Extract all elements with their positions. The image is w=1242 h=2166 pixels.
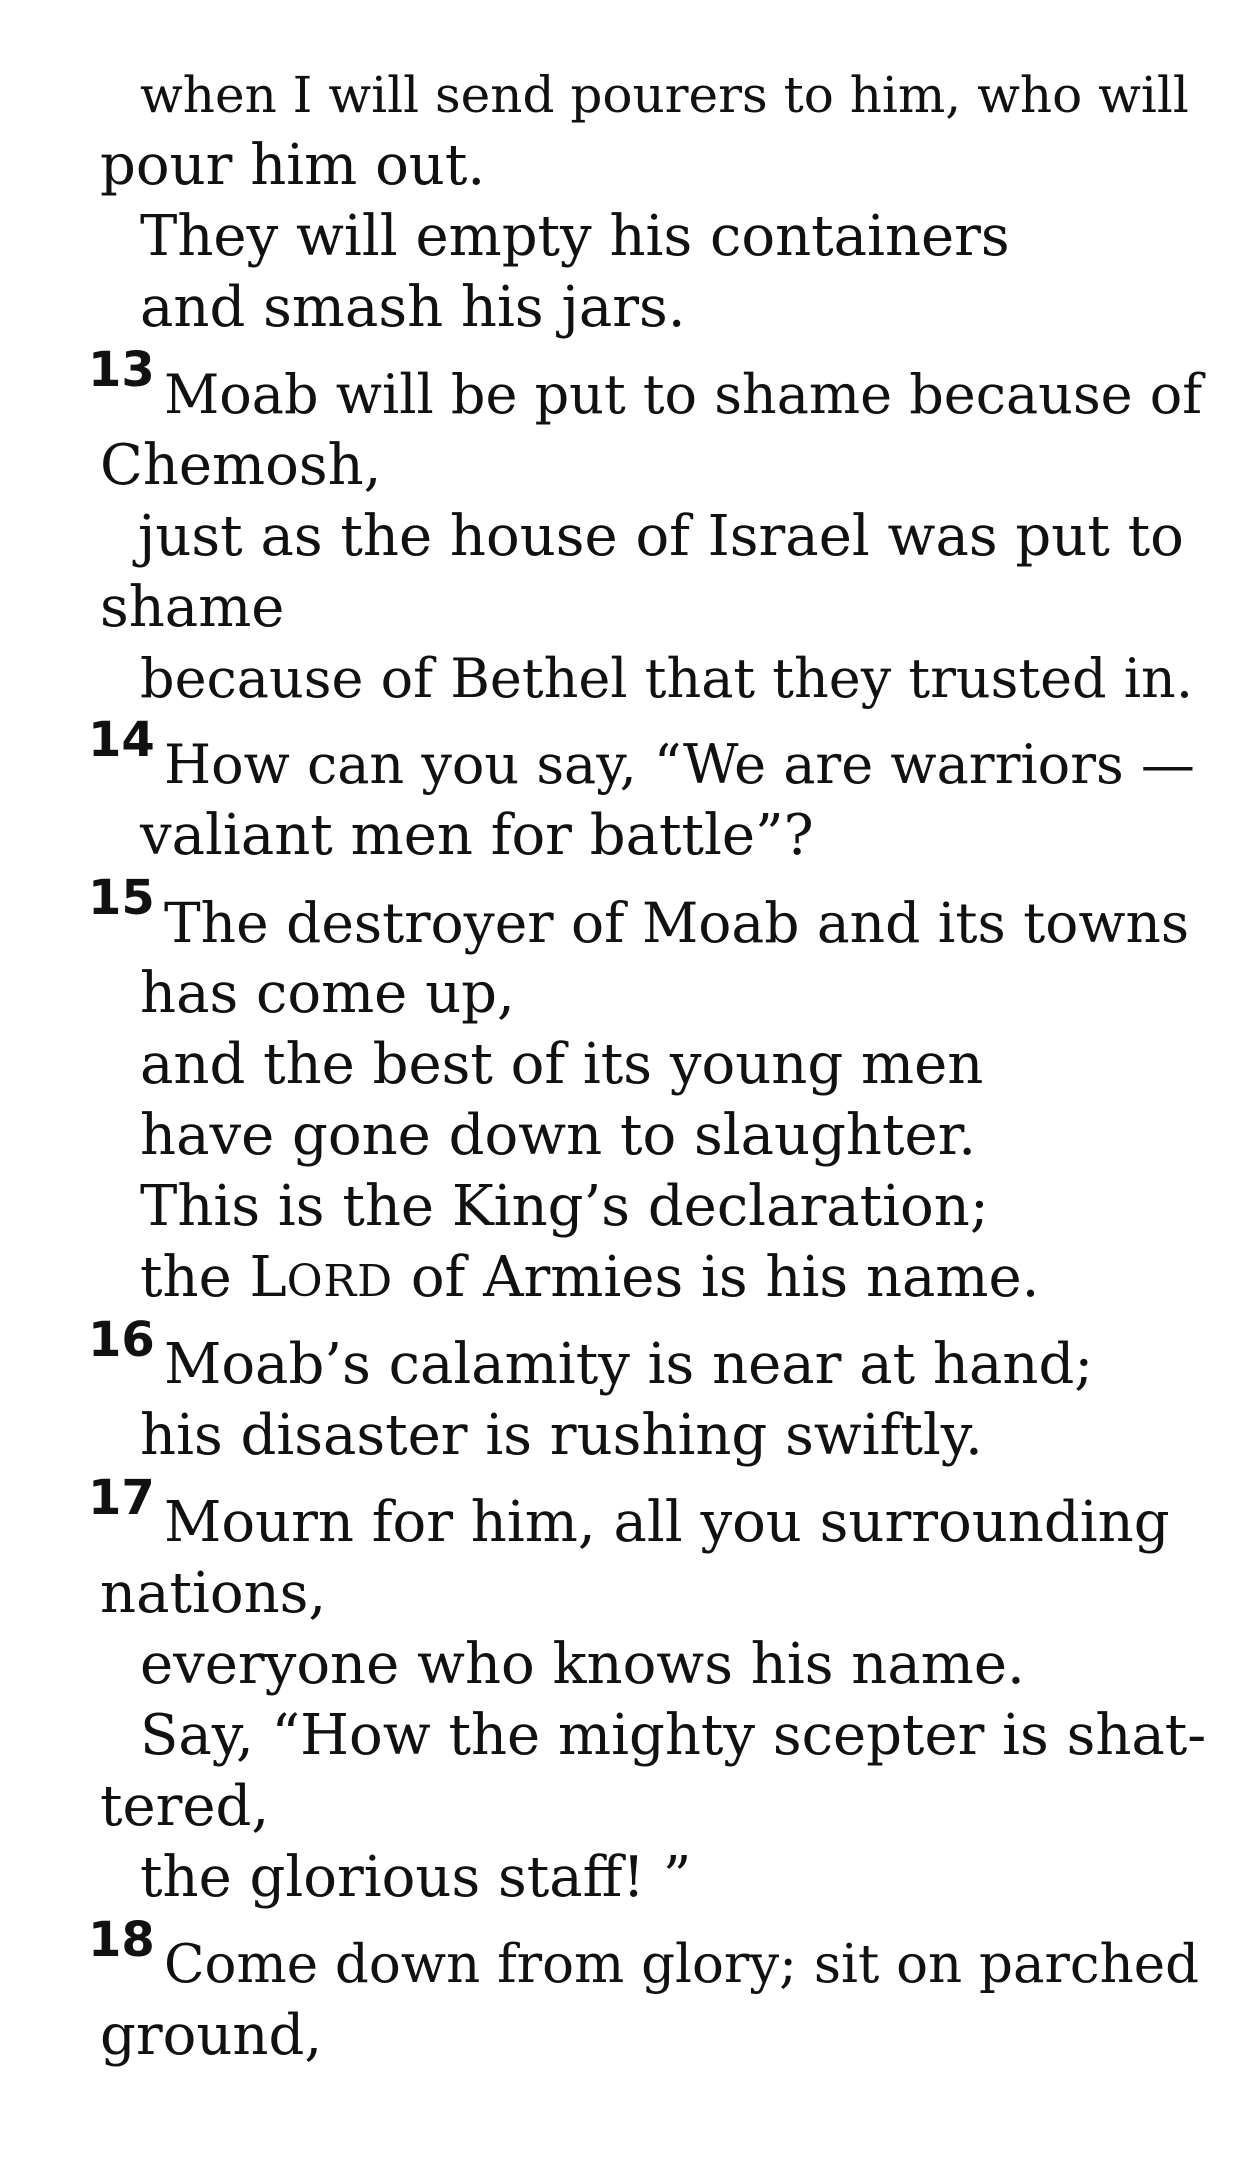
text-line: Come down from glory; sit on parched	[164, 1934, 1200, 1995]
text-line: when I will send pourers to him, who will	[140, 66, 1189, 124]
text-line: and the best of its young men	[140, 1032, 984, 1097]
text-line: just as the house of Israel was put to	[138, 504, 1184, 569]
text-line: nations,	[100, 1561, 327, 1626]
verse-number: 13	[88, 342, 155, 398]
text-line: Moab’s calamity is near at hand;	[164, 1332, 1094, 1397]
text-line: valiant men for battle”?	[140, 803, 814, 868]
lord-small-caps: ORD	[286, 1256, 394, 1307]
text-line: shame	[100, 575, 285, 640]
text-line: everyone who knows his name.	[140, 1632, 1025, 1697]
text-line: This is the King’s declaration;	[140, 1174, 989, 1239]
verse-number: 18	[88, 1912, 155, 1968]
text-line: because of Bethel that they trusted in.	[140, 647, 1193, 710]
text-line: and smash his jars.	[140, 275, 686, 340]
text-fragment: the L	[140, 1245, 287, 1310]
text-line: the glorious staff! ”	[140, 1845, 692, 1910]
text-line: ground,	[100, 2003, 323, 2068]
text-line: Say, “How the mighty scepter is shat-	[140, 1703, 1207, 1768]
verse-number: 17	[88, 1470, 155, 1526]
verse-number: 14	[88, 712, 155, 768]
text-line	[140, 1243, 1206, 1317]
text-line: has come up,	[140, 961, 515, 1026]
text-line: have gone down to slaughter.	[140, 1103, 977, 1168]
text-fragment: of Armies is his name.	[393, 1245, 1040, 1310]
text-line: Chemosh,	[100, 433, 382, 498]
text-line: Mourn for him, all you surrounding	[164, 1490, 1170, 1555]
text-line: How can you say, “We are warriors —	[164, 733, 1195, 796]
verse-number: 16	[88, 1312, 155, 1368]
text-line: They will empty his containers	[140, 204, 1010, 269]
text-line: The destroyer of Moab and its towns	[164, 891, 1190, 955]
text-line: his disaster is rushing swiftly.	[140, 1403, 983, 1468]
text-line: tered,	[100, 1774, 270, 1839]
text-line: pour him out.	[100, 133, 486, 198]
text-line: Moab will be put to shame because of	[164, 363, 1203, 426]
verse-number: 15	[88, 870, 155, 926]
